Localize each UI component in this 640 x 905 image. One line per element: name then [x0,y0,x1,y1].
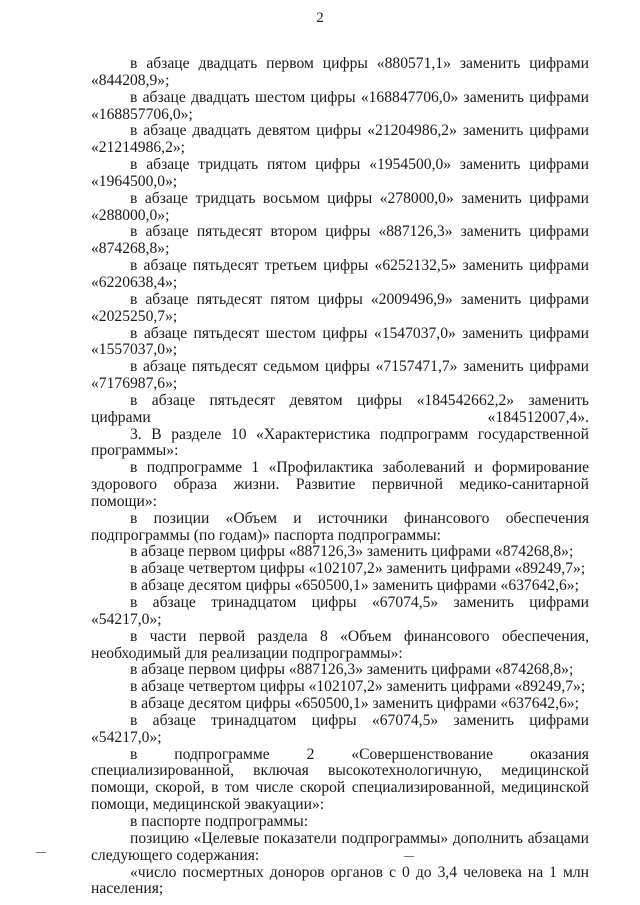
paragraph: в подпрограмме 2 «Совершенствование оказания специализированной, включая высокотехнологичную, медицинской помощи, скорой, в том числе скорой специализированной, медицинской помощи, медицинской эвакуации»: [91,745,589,814]
paragraph: в абзаце двадцать шестом цифры «168847706,0» заменить цифрами «168857706,0»; [91,88,589,123]
paragraph: в абзаце пятьдесят шестом цифры «1547037,0» заменить цифрами «1557037,0»; [91,324,589,359]
paragraph: в абзаце пятьдесят третьем цифры «6252132,5» заменить цифрами «6220638,4»; [91,257,589,291]
document-body [91,56,589,898]
paragraph: в абзаце четвертом цифры «102107,2» заменить цифрами «89249,7»; [130,560,586,578]
paragraph: в позиции «Объем и источники финансового обеспечения подпрограммы (по годам)» паспорта подпрограммы: [91,509,589,544]
paragraph: позицию «Целевые показатели подпрограммы» дополнить абзацами следующего содержания: [91,829,589,864]
paragraph: в абзаце пятьдесят втором цифры «887126,3» заменить цифрами «874268,8»; [91,223,589,258]
paragraph: в подпрограмме 1 «Профилактика заболеваний и формирование здорового образа жизни. Развитие первичной медико-санитарной помощи»: [91,459,589,510]
paragraph: в абзаце тридцать восьмом цифры «278000,0» заменить цифрами «288000,0»; [91,189,589,224]
page-number: 2 [316,10,324,26]
paragraph: в абзаце тридцать пятом цифры «1954500,0» заменить цифрами «1964500,0»; [91,156,589,190]
paragraph: в абзаце пятьдесят девятом цифры «184542662,2» заменить цифрами «184512007,4». [91,391,589,426]
paragraph: в абзаце четвертом цифры «102107,2» заменить цифрами «89249,7»; [130,678,586,696]
paragraph: в абзаце первом цифры «887126,3» заменить цифрами «874268,8»; [130,661,574,679]
paragraph: в абзаце пятьдесят пятом цифры «2009496,9» заменить цифрами «2025250,7»; [91,290,589,325]
paragraph: в части первой раздела 8 «Объем финансового обеспечения, необходимый для реализации подпрограммы»: [91,627,589,662]
paragraph: в абзаце пятьдесят седьмом цифры «7157471,7» заменить цифрами «7176987,6»; [91,358,589,393]
paragraph: «число посмертных доноров органов с 0 до 3,4 человека на 1 млн населения; [91,863,589,898]
paragraph: в абзаце тринадцатом цифры «67074,5» заменить цифрами «54217,0»; [91,594,589,628]
paragraph: в абзаце десятом цифры «650500,1» заменить цифрами «637642,6»; [130,695,579,713]
section-heading: 3. В разделе 10 «Характеристика подпрограмм государственной программы»: [91,425,589,460]
scan-mark [36,852,46,853]
paragraph: в паспорте подпрограммы: [130,812,309,830]
paragraph: в абзаце двадцать девятом цифры «21204986,2» заменить цифрами «21214986,2»; [91,122,589,157]
paragraph: в абзаце тринадцатом цифры «67074,5» заменить цифрами «54217,0»; [91,711,589,746]
paragraph: в абзаце двадцать первом цифры «880571,1» заменить цифрами «844208,9»; [91,55,589,89]
paragraph: в абзаце первом цифры «887126,3» заменить цифрами «874268,8»; [130,543,574,561]
scan-mark [404,856,414,857]
paragraph: в абзаце десятом цифры «650500,1» заменить цифрами «637642,6»; [130,577,579,595]
